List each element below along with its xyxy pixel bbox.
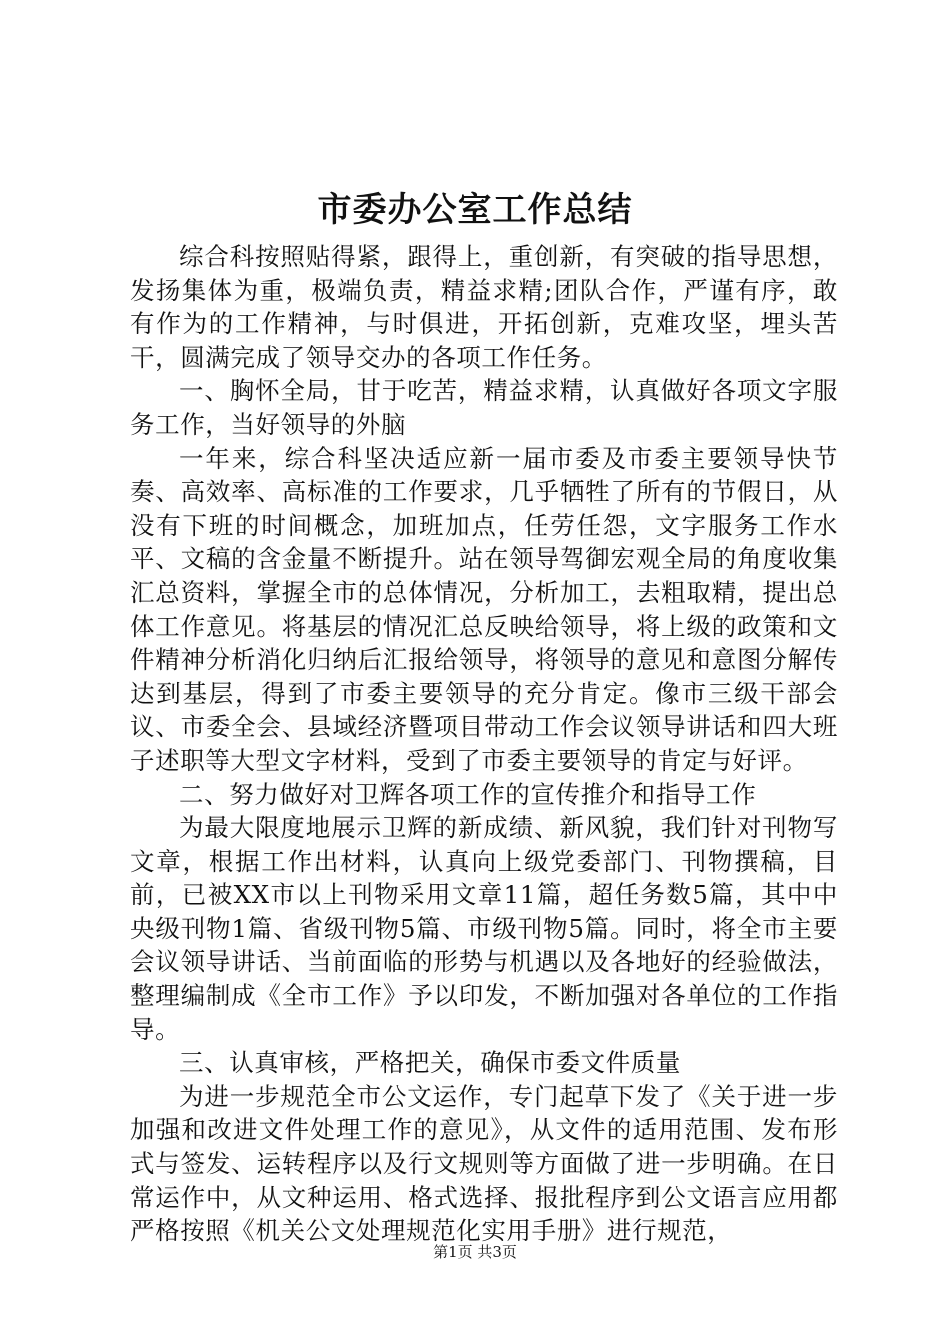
page-number-footer: 第1页 共3页 [433, 1243, 517, 1261]
document-body [130, 240, 838, 1248]
paragraph-section-2: 为最大限度地展示卫辉的新成绩、新风貌，我们针对刊物写文章，根据工作出材料，认真向上级党委部门、刊物撰稿，目前，已被XX市以上刊物采用文章11篇，超任务数5篇，其中中央级刊物1篇、省级刊物5篇、市级刊物5篇。同时，将全市主要会议领导讲话、当前面临的形势与机遇以及各地好的经验做法，整理编制成《全市工作》予以印发，不断加强对各单位的工作指导。 [130, 813, 838, 1044]
section-heading-1: 一、胸怀全局，甘于吃苦，精益求精，认真做好各项文字服务工作，当好领导的外脑 [130, 376, 838, 439]
paragraph-section-1: 一年来，综合科坚决适应新一届市委及市委主要领导快节奏、高效率、高标准的工作要求，几乎牺牲了所有的节假日，从没有下班的时间概念，加班加点，任劳任怨，文字服务工作水平、文稿的含金量不断提升。站在领导驾御宏观全局的角度收集汇总资料，掌握全市的总体情况，分析加工，去粗取精，提出总体工作意见。将基层的情况汇总反映给领导，将上级的政策和文件精神分析消化归纳后汇报给领导，将领导的意见和意图分解传达到基层，得到了市委主要领导的充分肯定。像市三级干部会议、市委全会、县域经济暨项目带动工作会议领导讲话和四大班子述职等大型文字材料，受到了市委主要领导的肯定与好评。 [130, 443, 838, 775]
section-heading-2: 二、努力做好对卫辉各项工作的宣传推介和指导工作 [179, 779, 757, 809]
paragraph-section-3: 为进一步规范全市公文运作，专门起草下发了《关于进一步加强和改进文件处理工作的意见》，从文件的适用范围、发布形式与签发、运转程序以及行文规则等方面做了进一步明确。在日常运作中，从文种运用、格式选择、报批程序到公文语言应用都严格按照《机关公文处理规范化实用手册》进行规范， [130, 1081, 838, 1246]
paragraph-intro: 综合科按照贴得紧，跟得上，重创新，有突破的指导思想，发扬集体为重，极端负责，精益求精;团队合作，严谨有序，敢有作为的工作精神，与时俱进，开拓创新，克难攻坚，埋头苦干，圆满完成了领导交办的各项工作任务。 [130, 242, 838, 372]
document-title: 市委办公室工作总结 [317, 190, 633, 230]
section-heading-3: 三、认真审核，严格把关，确保市委文件质量 [179, 1048, 681, 1078]
